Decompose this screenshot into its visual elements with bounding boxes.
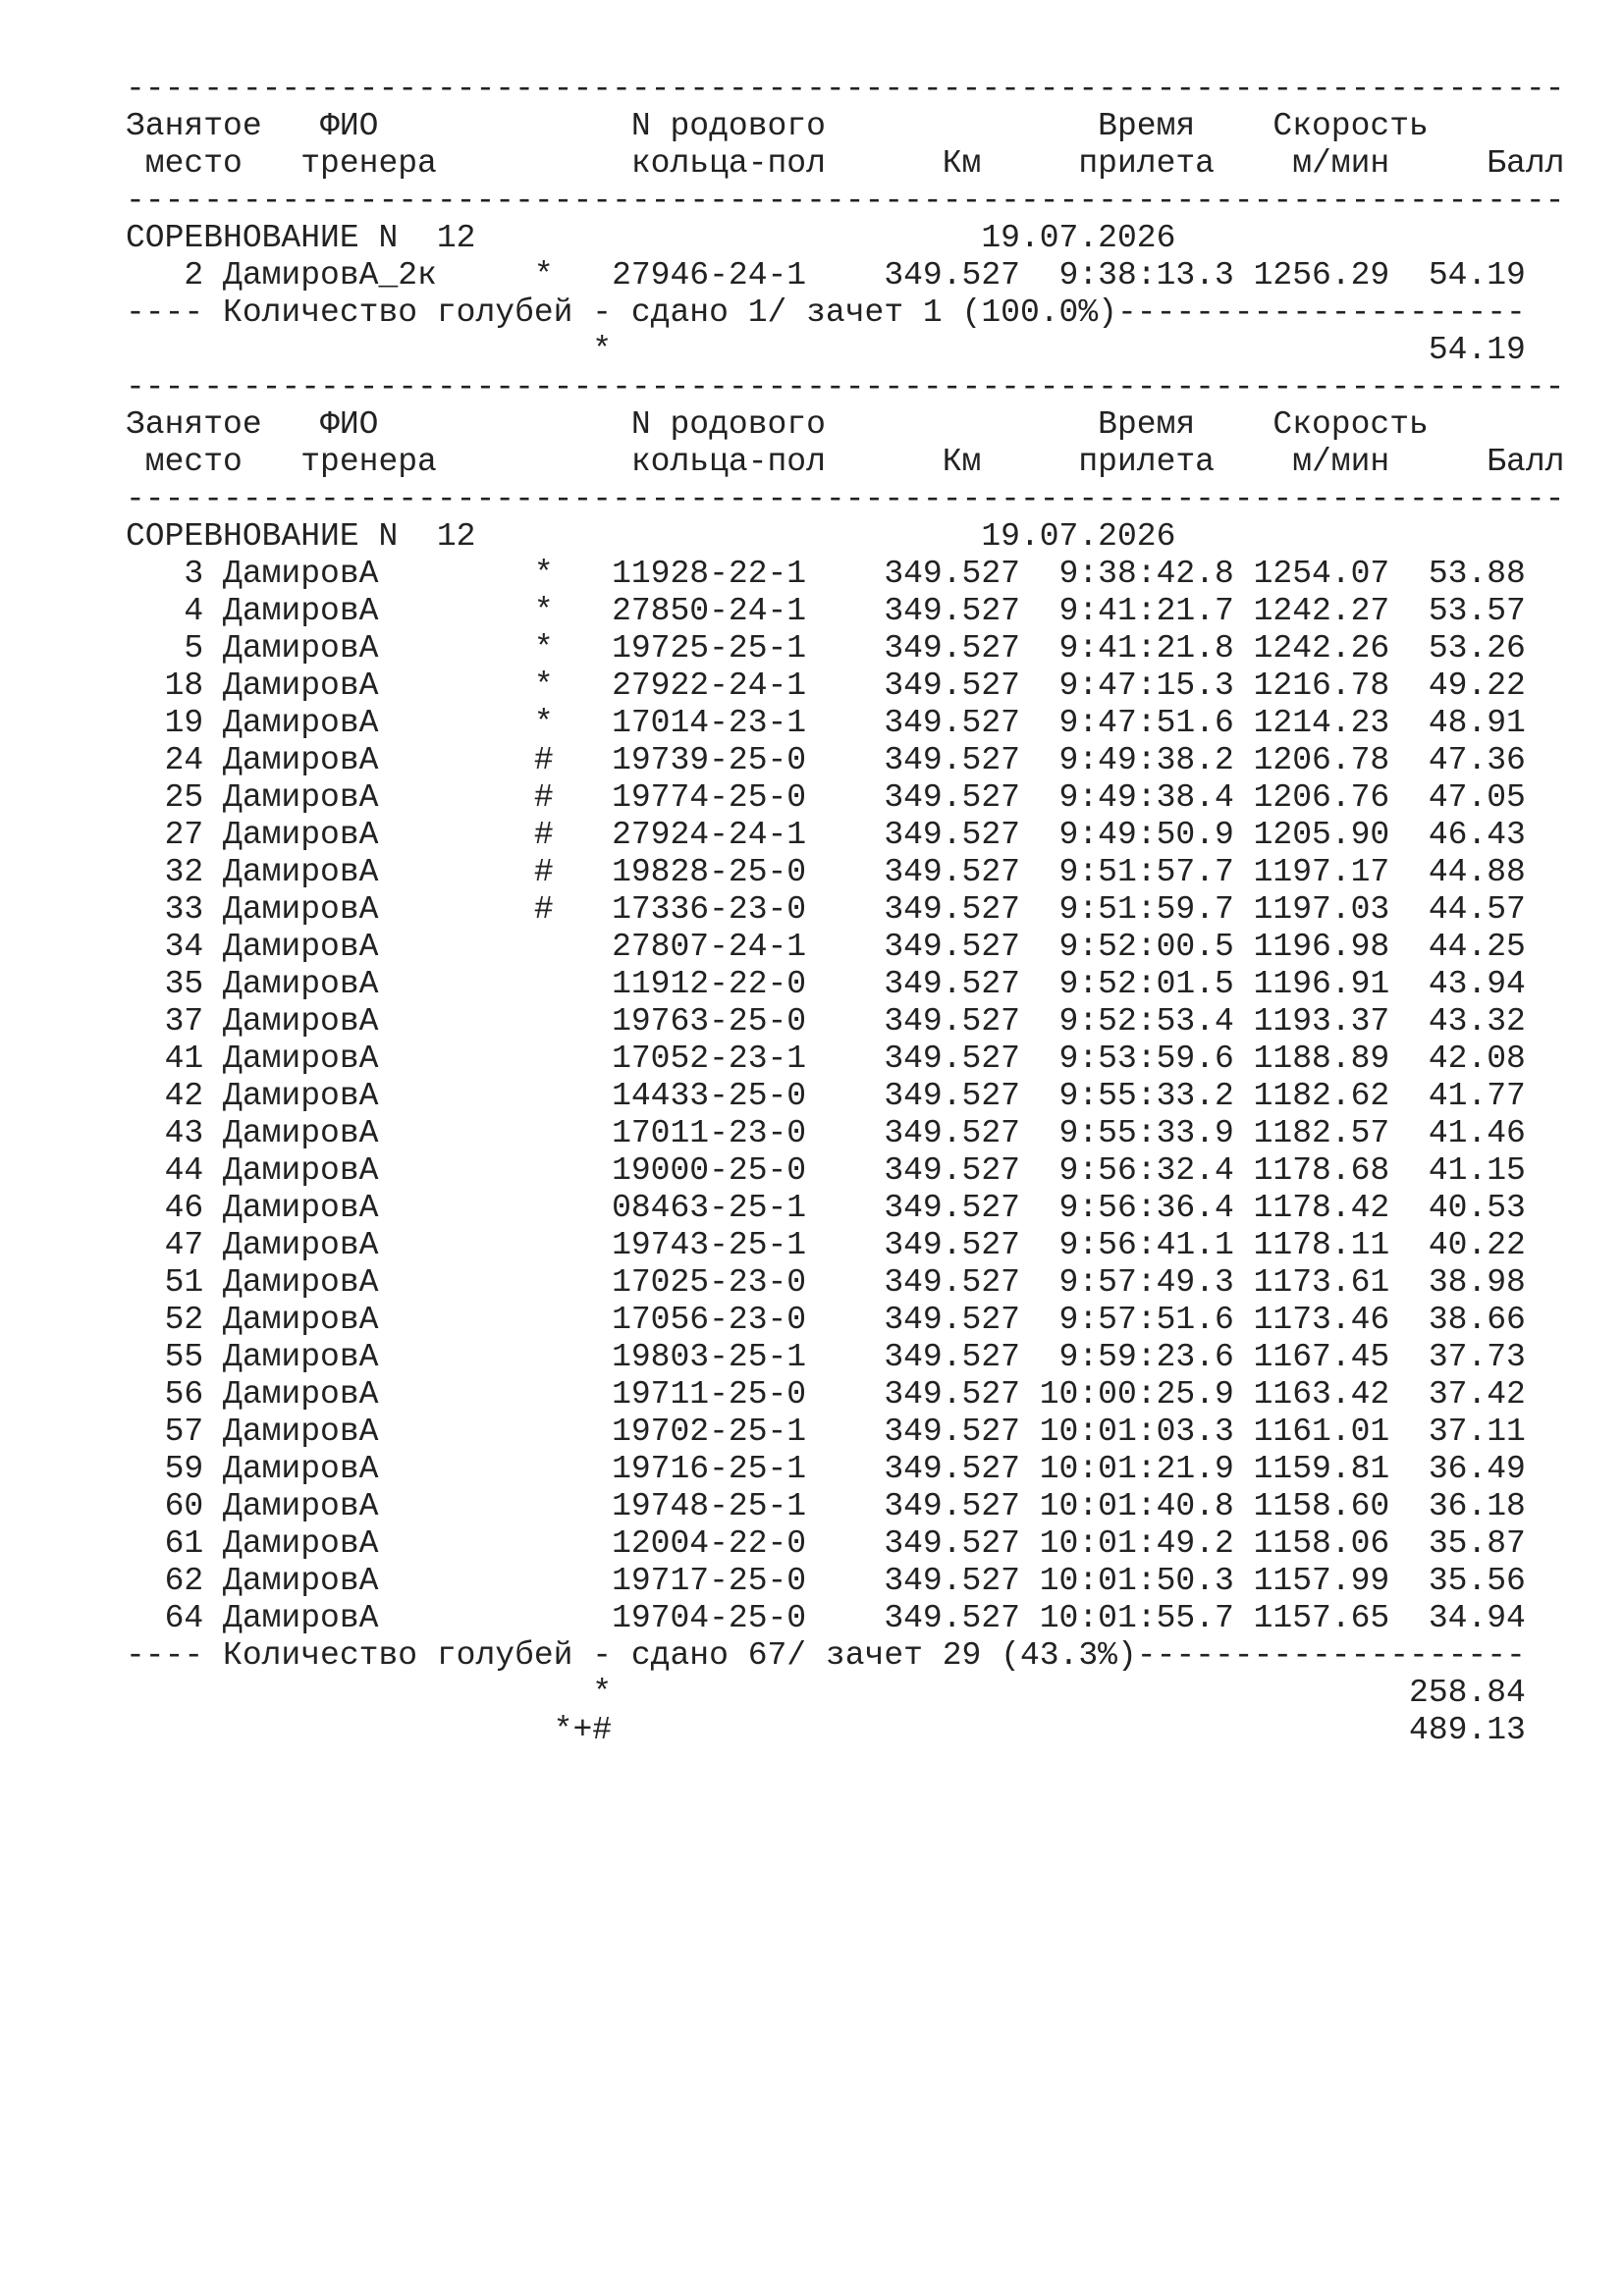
report-line: 47 ДамировА 19743-25-1 349.527 9:56:41.1 1178.11 40.22 bbox=[126, 1227, 1526, 1263]
report-line: 59 ДамировА 19716-25-1 349.527 10:01:21.9 1159.81 36.49 bbox=[126, 1451, 1526, 1487]
report-line: * 54.19 bbox=[126, 332, 1526, 368]
report-line: 57 ДамировА 19702-25-1 349.527 10:01:03.3 1161.01 37.11 bbox=[126, 1414, 1526, 1450]
report-line: 55 ДамировА 19803-25-1 349.527 9:59:23.6 1167.45 37.73 bbox=[126, 1339, 1526, 1375]
report-line: 2 ДамировА_2к * 27946-24-1 349.527 9:38:13.3 1256.29 54.19 bbox=[126, 257, 1526, 294]
report-line: -------------------------------------------------------------------------- bbox=[126, 481, 1565, 517]
report-line: 42 ДамировА 14433-25-0 349.527 9:55:33.2 1182.62 41.77 bbox=[126, 1078, 1526, 1114]
report-line: 46 ДамировА 08463-25-1 349.527 9:56:36.4 1178.42 40.53 bbox=[126, 1190, 1526, 1226]
report-line: 43 ДамировА 17011-23-0 349.527 9:55:33.9 1182.57 41.46 bbox=[126, 1115, 1526, 1151]
report-line: -------------------------------------------------------------------------- bbox=[126, 71, 1565, 107]
report-line: 24 ДамировА # 19739-25-0 349.527 9:49:38.2 1206.78 47.36 bbox=[126, 742, 1526, 778]
report-line: 61 ДамировА 12004-22-0 349.527 10:01:49.2 1158.06 35.87 bbox=[126, 1525, 1526, 1562]
report-line: *+# 489.13 bbox=[126, 1712, 1526, 1748]
report-line: 32 ДамировА # 19828-25-0 349.527 9:51:57.7 1197.17 44.88 bbox=[126, 854, 1526, 890]
report-line: 3 ДамировА * 11928-22-1 349.527 9:38:42.8 1254.07 53.88 bbox=[126, 556, 1526, 592]
report-line: 37 ДамировА 19763-25-0 349.527 9:52:53.4 1193.37 43.32 bbox=[126, 1003, 1526, 1040]
report-line: -------------------------------------------------------------------------- bbox=[126, 369, 1565, 405]
report-line: 52 ДамировА 17056-23-0 349.527 9:57:51.6 1173.46 38.66 bbox=[126, 1302, 1526, 1338]
report-line: 44 ДамировА 19000-25-0 349.527 9:56:32.4 1178.68 41.15 bbox=[126, 1152, 1526, 1189]
report-line: 19 ДамировА * 17014-23-1 349.527 9:47:51.6 1214.23 48.91 bbox=[126, 705, 1526, 741]
report-line: 56 ДамировА 19711-25-0 349.527 10:00:25.9 1163.42 37.42 bbox=[126, 1376, 1526, 1413]
report-line: 27 ДамировА # 27924-24-1 349.527 9:49:50.9 1205.90 46.43 bbox=[126, 817, 1526, 853]
report-line: 5 ДамировА * 19725-25-1 349.527 9:41:21.8 1242.26 53.26 bbox=[126, 630, 1526, 667]
report-line: 35 ДамировА 11912-22-0 349.527 9:52:01.5 1196.91 43.94 bbox=[126, 966, 1526, 1002]
report-line: 18 ДамировА * 27922-24-1 349.527 9:47:15.3 1216.78 49.22 bbox=[126, 667, 1526, 704]
report-line: 62 ДамировА 19717-25-0 349.527 10:01:50.3 1157.99 35.56 bbox=[126, 1563, 1526, 1599]
report-line: Занятое ФИО N родового Время Скорость bbox=[126, 108, 1429, 144]
report-line: место тренера кольца-пол Км прилета м/мин Балл bbox=[126, 145, 1565, 182]
report-line: 64 ДамировА 19704-25-0 349.527 10:01:55.7 1157.65 34.94 bbox=[126, 1600, 1526, 1636]
report-line: 51 ДамировА 17025-23-0 349.527 9:57:49.3 1173.61 38.98 bbox=[126, 1264, 1526, 1301]
report-line: 34 ДамировА 27807-24-1 349.527 9:52:00.5 1196.98 44.25 bbox=[126, 929, 1526, 965]
report-line: место тренера кольца-пол Км прилета м/мин Балл bbox=[126, 444, 1565, 480]
report-line: 25 ДамировА # 19774-25-0 349.527 9:49:38.4 1206.76 47.05 bbox=[126, 779, 1526, 816]
report-line: 41 ДамировА 17052-23-1 349.527 9:53:59.6 1188.89 42.08 bbox=[126, 1041, 1526, 1077]
report-line: ---- Количество голубей - сдано 1/ зачет 1 (100.0%)--------------------- bbox=[126, 294, 1526, 331]
report-line: * 258.84 bbox=[126, 1675, 1526, 1711]
report-line: СОРЕВНОВАНИЕ N 12 19.07.2026 bbox=[126, 220, 1176, 256]
report-line: 4 ДамировА * 27850-24-1 349.527 9:41:21.7 1242.27 53.57 bbox=[126, 593, 1526, 629]
report-line: СОРЕВНОВАНИЕ N 12 19.07.2026 bbox=[126, 518, 1176, 555]
report-line: 60 ДамировА 19748-25-1 349.527 10:01:40.8 1158.60 36.18 bbox=[126, 1488, 1526, 1524]
report-line: Занятое ФИО N родового Время Скорость bbox=[126, 406, 1429, 443]
report-line: -------------------------------------------------------------------------- bbox=[126, 183, 1565, 219]
report-line: 33 ДамировА # 17336-23-0 349.527 9:51:59.7 1197.03 44.57 bbox=[126, 891, 1526, 928]
report-line: ---- Количество голубей - сдано 67/ зачет 29 (43.3%)-------------------- bbox=[126, 1637, 1526, 1674]
